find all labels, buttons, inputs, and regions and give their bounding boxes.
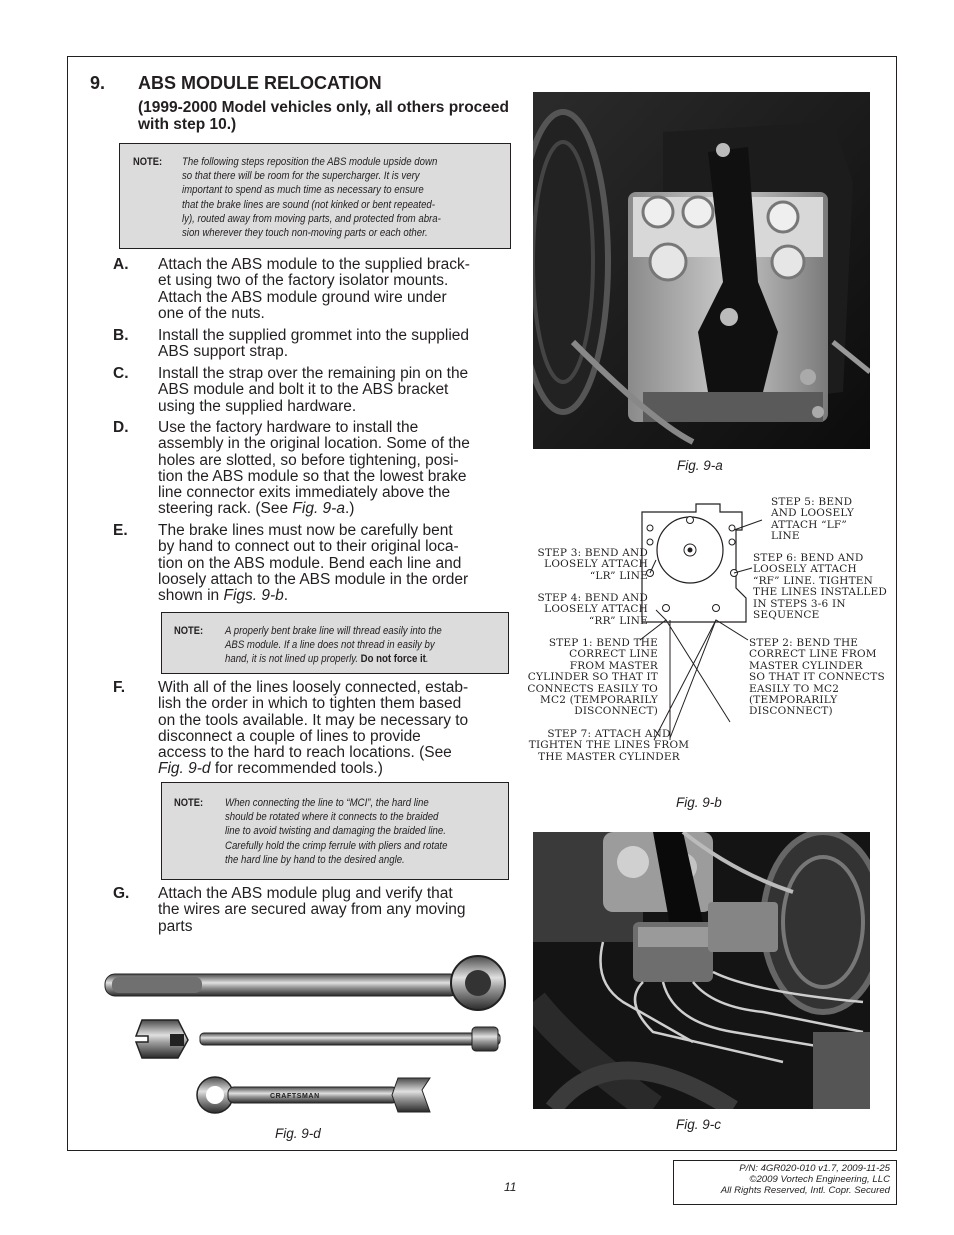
tool-brand: CRAFTSMAN: [270, 1093, 320, 1100]
ratchet-tool: [105, 956, 505, 1010]
note-line: the hard line by hand to the desired angle.: [225, 853, 405, 866]
step-line: Install the strap over the remaining pin on the: [158, 365, 469, 382]
step-line: Attach the ABS module plug and verify that: [158, 885, 453, 902]
step-line: ABS support strap.: [158, 343, 289, 361]
note-text: [182, 155, 509, 240]
diagram-label-step6: [753, 553, 887, 621]
label-line: STEP 2: BEND THE: [749, 637, 859, 649]
label-line: ATTACH “LF”: [771, 518, 847, 531]
step-line: loosely attach to the ABS module in the order: [158, 570, 469, 588]
step-text: [158, 257, 508, 322]
step-text: [158, 328, 508, 361]
footer-copyright: ©2009 Vortech Engineering, LLC: [749, 1174, 890, 1185]
fig-9d-caption: Fig. 9-d: [275, 1126, 321, 1141]
section-subtitle: (1999-2000 Model vehicles only, all others proceed with step 10.): [138, 99, 510, 133]
step-text: [158, 886, 508, 935]
step-text: [158, 523, 508, 604]
step-line: Install the supplied grommet into the supplied: [158, 327, 470, 344]
label-line: STEP 1: BEND THE: [548, 637, 658, 649]
step-line: ABS module and bolt it to the ABS bracket: [158, 381, 449, 399]
step-text: [158, 680, 508, 778]
label-line: STEP 6: BEND AND: [753, 552, 864, 564]
step-letter: C.: [113, 365, 129, 382]
note-text: [225, 796, 509, 867]
note-text: [225, 624, 509, 667]
step-text: [158, 420, 508, 518]
step-line: disconnect a couple of lines to provide: [158, 727, 421, 745]
label-line: MASTER CYLINDER: [749, 659, 863, 672]
footer-part-number: P/N: 4GR020-010 v1.7, 2009-11-25: [739, 1163, 890, 1174]
note-box-1: [119, 143, 511, 249]
label-line: LOOSELY ATTACH: [753, 563, 857, 576]
fig-9a-caption: Fig. 9-a: [677, 458, 723, 473]
label-line: CORRECT LINE: [569, 648, 658, 661]
label-line: CYLINDER SO THAT IT: [527, 671, 658, 684]
figure-reference: Fig. 9-d: [158, 760, 211, 778]
label-line: IN STEPS 3-6 IN: [753, 597, 846, 610]
step-line: Attach the ABS module ground wire under: [158, 288, 447, 306]
figure-reference: Figs. 9-b: [223, 587, 284, 605]
note-line: line to avoid twisting and damaging the braided line.: [225, 825, 446, 838]
step-line: Attach the ABS module to the supplied brack-: [158, 256, 470, 273]
step-line: one of the nuts.: [158, 304, 265, 322]
step-line: [158, 501, 508, 517]
note-line: that the brake lines are sound (not kinked or bent repeated-: [182, 198, 435, 211]
step-line: access to the hard to reach locations. (See: [158, 744, 452, 762]
label-line: LOOSELY ATTACH: [544, 558, 648, 571]
fig-9b-caption: Fig. 9-b: [676, 795, 722, 810]
label-line: LINE: [771, 530, 800, 543]
step-line: The brake lines must now be carefully bent: [158, 522, 453, 539]
note-box-3: [161, 782, 509, 880]
label-line: CONNECTS EASILY TO: [527, 682, 658, 695]
fig-9d-tools: [100, 950, 510, 1120]
fig-9c-caption: Fig. 9-c: [676, 1117, 722, 1132]
label-line: “RF” LINE. TIGHTEN: [753, 574, 874, 587]
brake-lines-photo: [533, 832, 870, 1109]
note-label: NOTE:: [174, 797, 204, 809]
step-text-fragment: .: [283, 587, 289, 605]
step-text-fragment: .): [344, 500, 355, 518]
label-line: LOOSELY ATTACH: [544, 603, 648, 616]
fig-9a-photo: [533, 92, 870, 449]
abs-module-photo: [533, 92, 870, 449]
note-line-text: hand, it is not lined up properly.: [225, 653, 359, 666]
label-line: (TEMPORARILY: [749, 694, 838, 707]
section-number: 9.: [90, 73, 106, 93]
note-line-end: .: [425, 653, 429, 666]
step-letter: G.: [113, 885, 130, 902]
step-text-fragment: for recommended tools.): [210, 760, 383, 778]
step-line: tion on the ABS module. Bend each line and: [158, 554, 462, 572]
page-number: 11: [504, 1180, 517, 1194]
note-line: [225, 652, 509, 666]
step-line: [158, 588, 508, 604]
step-line: tion the ABS module so that the lowest brake: [158, 467, 467, 485]
label-line: “RR” LINE: [588, 614, 648, 627]
step-text-fragment: steering rack. (See: [158, 500, 293, 518]
center-dot: [688, 548, 693, 553]
label-line: SEQUENCE: [753, 609, 820, 622]
step-line: parts: [158, 917, 193, 935]
step-text: [158, 366, 508, 415]
label-line: DISCONNECT): [574, 705, 658, 718]
note-line: The following steps reposition the ABS module upside down: [182, 156, 438, 168]
note-line: sion wherever they touch non-moving parts or each other.: [182, 227, 428, 240]
step-letter: B.: [113, 327, 129, 344]
label-line: TIGHTEN THE LINES FROM: [528, 739, 690, 752]
note-emphasis: Do not force it: [360, 653, 426, 666]
label-line: STEP 3: BEND AND: [537, 547, 648, 559]
label-line: STEP 4: BEND AND: [537, 592, 648, 604]
extension-bar: [200, 1027, 500, 1051]
label-line: FROM MASTER: [569, 659, 658, 672]
step-line: by hand to connect out to their original loca-: [158, 538, 459, 556]
step-line: Use the factory hardware to install the: [158, 419, 419, 436]
label-line: “LR” LINE: [589, 569, 648, 582]
diagram-label-step1: [520, 638, 658, 718]
step-line: assembly in the original location. Some of the: [158, 435, 470, 453]
step-letter: E.: [113, 522, 128, 539]
label-line: THE LINES INSTALLED: [753, 586, 888, 599]
step-line: using the supplied hardware.: [158, 397, 357, 415]
label-line: STEP 7: ATTACH AND: [547, 728, 671, 740]
mount-bolt: [647, 525, 653, 531]
label-line: EASILY TO MC2: [749, 682, 840, 695]
note-line: When connecting the line to “MCI”, the hard line: [225, 797, 429, 809]
step-line: lish the order in which to tighten them based: [158, 695, 462, 713]
figure-reference: Fig. 9-a: [292, 500, 345, 518]
label-line: MC2 (TEMPORARILY: [540, 694, 658, 707]
diagram-label-step7: [523, 729, 695, 763]
diagram-label-step4: [536, 593, 648, 627]
label-line: CORRECT LINE FROM: [749, 648, 877, 661]
note-line: A properly bent brake line will thread easily into the: [225, 625, 442, 637]
diagram-label-step5: [771, 497, 854, 543]
note-line: ly), routed away from moving parts, and protected from abra-: [182, 212, 441, 225]
port-rr: [663, 605, 670, 612]
section-title-text: ABS MODULE RELOCATION: [138, 73, 382, 93]
footer-box: [673, 1160, 897, 1205]
step-line: line connector exits immediately above the: [158, 484, 451, 502]
note-line: so that there will be room for the supercharger. It is very: [182, 170, 420, 183]
port-mc: [713, 605, 720, 612]
diagram-label-step2: [749, 638, 885, 718]
note-line: Carefully hold the crimp ferrule with pliers and rotate: [225, 839, 448, 852]
label-line: AND LOOSELY: [771, 507, 855, 520]
note-line: should be rotated where it connects to the braided: [225, 811, 439, 824]
crowfoot-wrench: [136, 1020, 188, 1058]
step-letter: D.: [113, 419, 129, 436]
step-line: et using two of the factory isolator mounts.: [158, 272, 449, 290]
mount-bolt: [729, 539, 735, 545]
step-line: the wires are secured away from any moving: [158, 901, 466, 919]
step-text-fragment: shown in: [158, 587, 224, 605]
step-line: With all of the lines loosely connected, estab-: [158, 679, 469, 696]
port-lf: [687, 517, 694, 524]
section-title: [90, 73, 382, 94]
step-line: holes are slotted, so before tightening, posi-: [158, 451, 459, 469]
label-line: DISCONNECT): [749, 705, 833, 718]
step-line: [158, 761, 508, 777]
note-line: ABS module. If a line does not thread in easily by: [225, 639, 435, 652]
step-letter: F.: [113, 679, 126, 696]
label-line: THE MASTER CYLINDER: [538, 750, 680, 763]
note-box-2: [161, 612, 509, 674]
label-line: STEP 5: BEND: [771, 496, 853, 508]
diagram-label-step3: [536, 548, 648, 582]
fig-9c-photo: [533, 832, 870, 1109]
mount-bolt: [647, 539, 653, 545]
note-label: NOTE:: [174, 625, 204, 637]
note-label: NOTE:: [133, 156, 163, 168]
footer-rights: All Rights Reserved, Intl. Copr. Secured: [720, 1185, 890, 1196]
label-line: SO THAT IT CONNECTS: [749, 671, 885, 684]
step-letter: A.: [113, 256, 129, 273]
step-line: on the tools available. It may be necessary to: [158, 711, 469, 729]
note-line: important to spend as much time as necessary to ensure: [182, 184, 424, 197]
